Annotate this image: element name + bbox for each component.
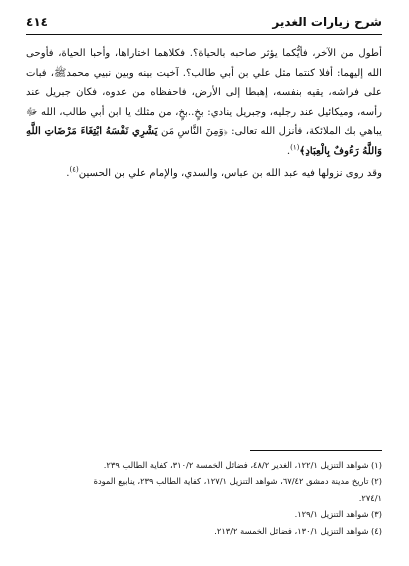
running-header: [26, 14, 382, 30]
footnote-rule: [250, 450, 382, 451]
text-line-8: الحسين: [78, 168, 112, 179]
footnote-1: (١) شواهد التنزيل ١٢٢/١، الغدير ٤٨/٢، فضائل الخمسة ٣١٠/٢، كفاية الطالب ٢٣٩.: [103, 460, 382, 470]
main-text: [26, 44, 382, 187]
footnote-2: (٢) تاريخ مدينة دمشق ٦٧/٤٢، شواهد التنزيل ١٢٧/١، كفاية الطالب ٢٣٩، ينابيع المودة: [93, 476, 382, 487]
paragraph-2: وقد روى نزولها فيه عبد الله بن عباس، والسدي، والإمام علي بن الحسين$^{(٤)}$.: [66, 165, 382, 179]
page-number: ٤١٤: [26, 15, 48, 29]
running-title: شرح زيارات الغدير: [272, 15, 382, 29]
text-line-2: فأوحى الله إليهما: أفلا كنتما مثل علي بن أبي طالب؟. آخيت بينه وبين نبيي: [26, 48, 382, 79]
text-line-4: فكان جبريل عند رأسه، وميكائيل عند رجليه، وجبريل ينادي: بخٍ..بخٍ، من مثلك: [26, 87, 382, 118]
text-line-5: يا ابن أبي طالب، الله ﷻ يباهي بك الملائكة، فأنزل الله تعالى: ﴿وَمِنَ النَّاسِ مَن: [26, 106, 382, 137]
footnote-4: (٤) شواهد التنزيل ١٣٠/١، فضائل الخمسة ٢١٣/٢.: [214, 525, 382, 536]
footnotes: [26, 457, 382, 539]
header-rule: [26, 34, 382, 35]
text-line-7: وقد روى نزولها فيه عبد الله بن عباس، والسدي، والإمام علي بن: [114, 168, 382, 179]
footnote-2-continued: ٢٧٤/١.: [358, 492, 382, 503]
footnote-ref-1: (١): [290, 143, 300, 152]
text-line-1: أطول من الآخر، فأيُّكما يؤثر صاحبه بالحياة؟. فكلاهما اختاراها، وأحبا الحياة،: [58, 48, 382, 59]
text-line-3: محمدﷺ، فبات على فراشه، يقيه بنفسه، إهبطا إلى الأرض، فاحفظاه من عدوه،: [26, 67, 382, 98]
paragraph-1: أطول من الآخر، فأيُّكما يؤثر صاحبه بالحياة؟. فكلاهما اختاراها، وأحبا الحياة، فأوحى الله إليهما: أفلا كنتما مثل علي بن أبي طالب؟. آخيت بينه وبين نبيي محمدﷺ، فبات على فراشه، يقيه بنفسه، إهبطا إلى الأرض، فاحفظاه من عدوه، فكان جبريل عند رأسه، وميكائيل عند رجليه، وجبريل ينادي: بخٍ..بخٍ، من مثلك يا ابن أبي طالب، الله ﷻ يباهي بك الملائكة، فأنزل الله تعالى: ﴿وَمِنَ النَّاسِ مَن يَشْرِي نَفْسَهُ ابْتِغَاءَ مَرْضَاتِ اللَّهِ وَاللَّهُ رَءُوفٌ بِالْعِبَادِ﴾$^{(١)}$.: [26, 48, 382, 157]
footnote-3: (٣) شواهد التنزيل ١٢٩/١.: [294, 509, 382, 520]
footnote-ref-4: (٤): [69, 165, 79, 174]
quran-verse: يَشْرِي نَفْسَهُ ابْتِغَاءَ مَرْضَاتِ اللَّهِ وَاللَّهُ رَءُوفٌ بِالْعِبَادِ﴾: [26, 125, 382, 157]
